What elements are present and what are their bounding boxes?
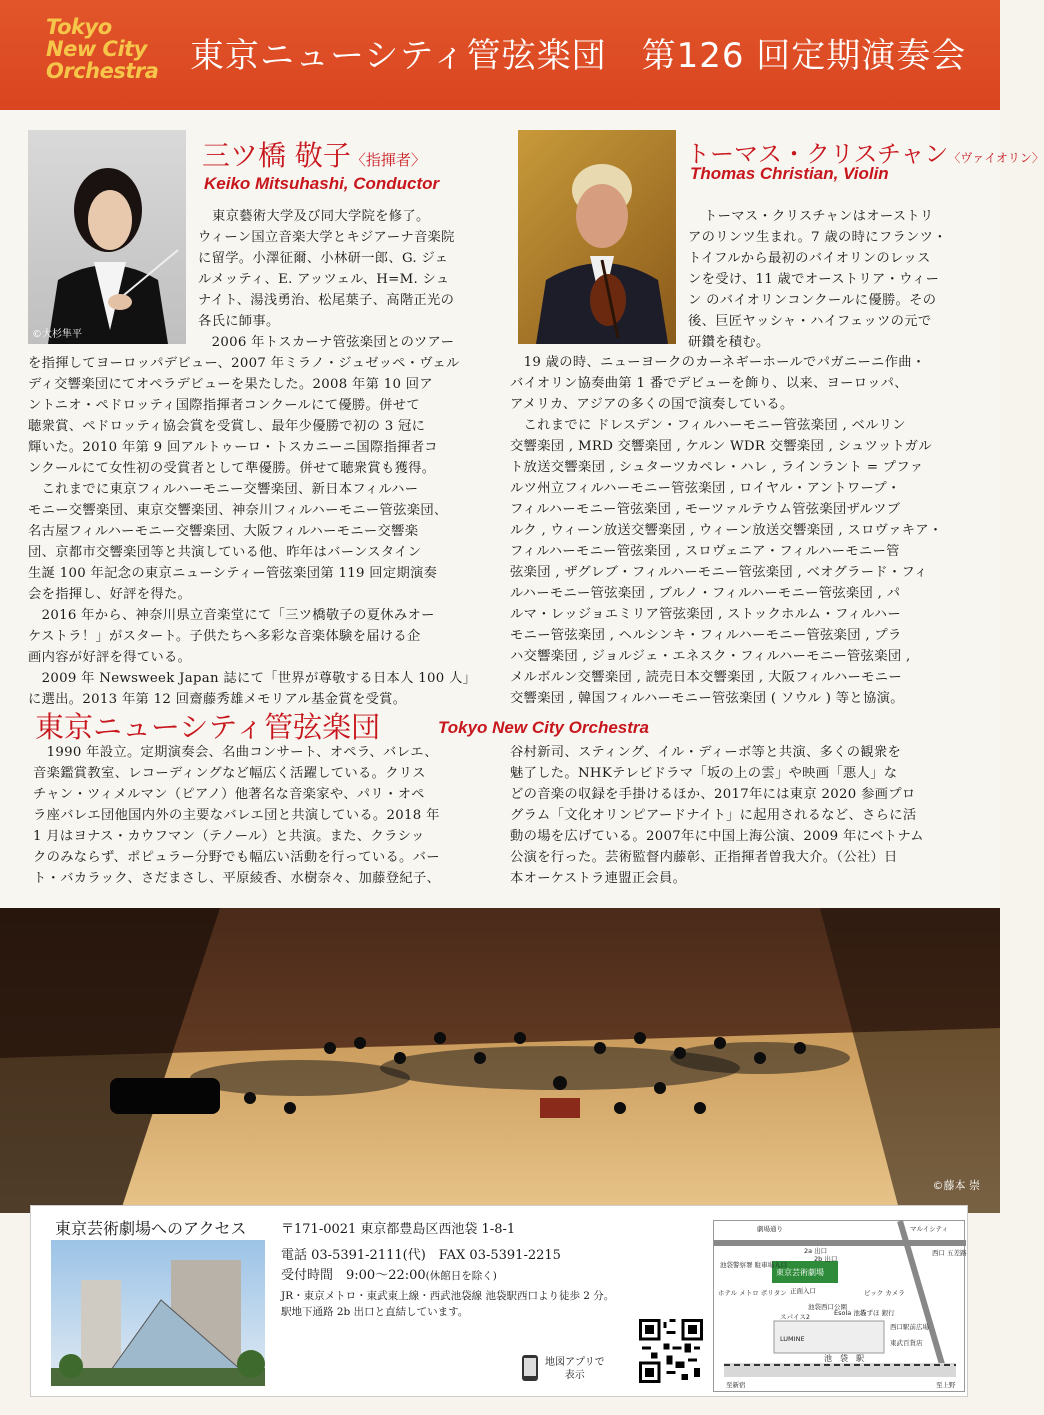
bio-line: 弦楽団 , ザグレブ・フィルハーモニー管弦楽団 , ベオグラード・フィ bbox=[510, 565, 928, 580]
bio-line: ト・バカラック、さだまさし、平原綾香、水樹奈々、加藤登紀子、 bbox=[33, 871, 441, 886]
map-label: 西口駅前広場 bbox=[890, 1323, 929, 1331]
directions-2: 駅地下通路 2b 出口と直結しています。 bbox=[281, 1306, 469, 1318]
logo-line-2: New City bbox=[46, 37, 147, 61]
orchestra-concert-photo bbox=[0, 908, 1000, 1213]
conductor-bio-top bbox=[198, 206, 494, 332]
smartphone-icon bbox=[521, 1354, 539, 1382]
concert-photo-credit: ©藤本 崇 bbox=[932, 1179, 980, 1192]
office-hours bbox=[281, 1264, 497, 1283]
address: 〒171-0021 東京都豊島区西池袋 1-8-1 bbox=[281, 1222, 516, 1237]
bio-line: 生誕 100 年記念の東京ニューシティー管弦楽団第 119 回定期演奏 bbox=[28, 566, 438, 581]
bio-line: ン のバイオリンコンクールに優勝。その bbox=[688, 293, 937, 308]
office-hours-note: (休館日を除く) bbox=[425, 1270, 497, 1282]
violinist-name-jp: トーマス・クリスチャン bbox=[686, 140, 949, 168]
map-label: 至上野 bbox=[936, 1381, 956, 1389]
page-title: 東京ニューシティ管弦楽団 第126 回定期演奏会 bbox=[190, 36, 967, 76]
orchestra-title-en: Tokyo New City Orchestra bbox=[438, 718, 649, 737]
map-label: マルイシティ bbox=[910, 1225, 949, 1233]
bio-line: モニー交響楽団、東京交響楽団、神奈川フィルハーモニー管弦楽団、 bbox=[28, 503, 448, 518]
conductor-name-jp: 三ツ橋 敬子 bbox=[202, 139, 351, 172]
orchestra-logo bbox=[46, 15, 159, 83]
bio-line: 2016 年から、神奈川県立音楽堂にて「三ツ橋敬子の夏休みオー bbox=[28, 608, 435, 623]
access-map[interactable] bbox=[713, 1220, 965, 1392]
phone-fax: 電話 03-5391-2111(代) FAX 03-5391-2215 bbox=[281, 1248, 561, 1263]
bio-line: 動の場を広げている。2007年に中国上海公演、2009 年にベトナム bbox=[510, 829, 924, 844]
map-app-label-2: 表示 bbox=[564, 1370, 585, 1381]
bio-line: ントニオ・ペドロッティ国際指揮者コンクールにて優勝。併せて bbox=[28, 398, 420, 413]
map-label: ホテル メトロ ポリタン bbox=[718, 1289, 787, 1297]
bio-line: 聴衆賞、ペドロッティ協会賞を受賞し、最年少優勝で初の 3 冠に bbox=[28, 419, 426, 434]
bio-line: ハ交響楽団 , ジョルジェ・エネスク・フィルハーモニー管弦楽団 , bbox=[510, 649, 911, 664]
bio-line: を指揮してヨーロッパデビュー、2007 年ミラノ・ジュゼッペ・ヴェル bbox=[28, 356, 460, 371]
conductor-photo bbox=[28, 130, 186, 344]
bio-line: グラム「文化オリンピアードナイト」に起用されるなど、さらに活 bbox=[510, 808, 917, 823]
map-label: 池 袋 駅 bbox=[824, 1354, 864, 1363]
conductor-name bbox=[202, 134, 426, 174]
bio-line: アのリンツ生まれ。7 歳の時にフランツ・ bbox=[688, 230, 947, 245]
conductor-photo-credit: ©大杉隼平 bbox=[32, 329, 82, 340]
bio-line: ケストラ！」がスタート。子供たちへ多彩な音楽体験を届ける企 bbox=[28, 629, 421, 644]
bio-line: 本オーケストラ連盟正会員。 bbox=[510, 871, 687, 886]
bio-line: ルマ・レッジョエミリア管弦楽団 , ストックホルム・フィルハー bbox=[510, 607, 901, 622]
violinist-bio-rest bbox=[510, 352, 970, 709]
bio-line: 1 月はヨナス・カウフマン（テノール）と共演。また、クラシッ bbox=[33, 829, 425, 844]
violinist-role: 〈ヴァイオリン〉 bbox=[948, 151, 1044, 165]
bio-line: 東京藝術大学及び同大学院を修了。 bbox=[212, 209, 430, 224]
bio-line: 交響楽団 , MRD 交響楽団 , ケルン WDR 交響楽団 , シュツットガル bbox=[510, 439, 932, 454]
map-label: ビック カメラ bbox=[864, 1289, 905, 1297]
map-label: 至新宿 bbox=[726, 1381, 746, 1389]
access-box bbox=[30, 1205, 968, 1397]
map-label: 2a 出口 bbox=[804, 1247, 828, 1255]
bio-line: 2006 年トスカーナ管弦楽団とのツアー bbox=[198, 335, 455, 350]
qr-code[interactable] bbox=[639, 1319, 703, 1383]
map-app-label bbox=[545, 1356, 605, 1382]
bio-line: フィルハーモニー管弦楽団 , モーツァルテウム管弦楽団ザルツブ bbox=[510, 502, 901, 517]
bio-line: 19 歳の時、ニューヨークのカーネギーホールでパガニーニ作曲・ bbox=[510, 355, 926, 370]
conductor-role: 〈指揮者〉 bbox=[350, 151, 426, 169]
conductor-bio-rest bbox=[28, 332, 498, 710]
bio-line: ディ交響楽団にてオペラデビューを果たした。2008 年第 10 回ア bbox=[28, 377, 433, 392]
bio-line: 魅了した。NHKテレビドラマ「坂の上の雲」や映画「悪人」な bbox=[510, 766, 898, 781]
orchestra-bio-col1 bbox=[33, 742, 493, 889]
map-label: 西口 五差路 bbox=[932, 1249, 967, 1257]
bio-line: 1990 年設立。定期演奏会、名曲コンサート、オペラ、バレエ、 bbox=[33, 745, 438, 760]
bio-line: ト放送交響楽団 , シュターツカペレ・ハレ , ラインラント = プファ bbox=[510, 460, 924, 475]
bio-line: ウィーン国立音楽大学とキジアーナ音楽院 bbox=[198, 230, 455, 245]
logo-line-3: Orchestra bbox=[46, 59, 159, 83]
bio-line: チャン・ツィメルマン（ピアノ）他著名な音楽家や、パリ・オペ bbox=[33, 787, 425, 802]
bio-line: クのみならず、ポピュラー分野でも幅広い活動を行っている。バー bbox=[33, 850, 440, 865]
map-label: 正面入口 bbox=[790, 1287, 816, 1295]
bio-line: 会を指揮し、好評を得た。 bbox=[28, 587, 192, 602]
bio-line: 谷村新司、スティング、イル・ディーボ等と共演、多くの観衆を bbox=[510, 745, 902, 760]
bio-line: ンを受け、11 歳でオーストリア・ウィー bbox=[688, 272, 940, 287]
bio-line: ルク , ウィーン放送交響楽団 , ウィーン放送交響楽団 , スロヴァキア・ bbox=[510, 523, 943, 538]
bio-line: モニー管弦楽団 , ヘルシンキ・フィルハーモニー管弦楽団 , プラ bbox=[510, 628, 902, 643]
bio-line: ルメッティ、E. アッツェル、H=M. シュ bbox=[198, 272, 450, 287]
bio-line: 研鑽を積む。 bbox=[688, 335, 770, 350]
bio-line: 輝いた。2010 年第 9 回アルトゥーロ・トスカニーニ国際指揮者コ bbox=[28, 440, 438, 455]
directions-1: JR・東京メトロ・東武東上線・西武池袋線 池袋駅西口より徒歩 2 分。 bbox=[281, 1290, 615, 1302]
bio-line: ルツ州立フィルハーモニー管弦楽団 , ロイヤル・アントワープ・ bbox=[510, 481, 901, 496]
violinist-photo bbox=[518, 130, 676, 344]
bio-line: ルハーモニー管弦楽団 , ブルノ・フィルハーモニー管弦楽団 , パ bbox=[510, 586, 901, 601]
map-label: スパイス2 bbox=[780, 1313, 811, 1321]
bio-line: 各氏に師事。 bbox=[198, 314, 280, 329]
bio-line: 2009 年 Newsweek Japan 誌にて「世界が尊敬する日本人 100 人」 bbox=[28, 671, 477, 686]
bio-line: ラ座バレエ団他国内外の主要なバレエ団と共演している。2018 年 bbox=[33, 808, 440, 823]
bio-line: トーマス・クリスチャンはオーストリ bbox=[704, 209, 934, 224]
theater-photo bbox=[51, 1240, 265, 1386]
bio-line: に留学。小澤征爾、小林研一郎、G. ジェ bbox=[198, 251, 449, 266]
bio-line: これまでに ドレスデン・フィルハーモニー管弦楽団 , ベルリン bbox=[510, 418, 906, 433]
bio-line: 交響楽団 , 韓国フィルハーモニー管弦楽団 ( ソウル ) 等と協演。 bbox=[510, 691, 904, 706]
map-label: LUMINE bbox=[780, 1335, 805, 1343]
map-label: 東武百貨店 bbox=[890, 1339, 923, 1347]
bio-line: 後、巨匠ヤッシャ・ハイフェッツの元で bbox=[688, 314, 932, 329]
bio-line: 名古屋フィルハーモニー交響楽団、大阪フィルハーモニー交響楽 bbox=[28, 524, 419, 539]
map-label: みずほ 銀行 bbox=[860, 1309, 895, 1317]
map-label: 池袋警察署 駐車場入口 bbox=[720, 1261, 788, 1269]
logo-line-1: Tokyo bbox=[46, 15, 112, 39]
bio-line: フィルハーモニー管弦楽団 , スロヴェニア・フィルハーモニー管 bbox=[510, 544, 900, 559]
header-banner bbox=[0, 0, 1000, 110]
bio-line: 公演を行った。芸術監督内藤彰、正指揮者曽我大介。（公社）日 bbox=[510, 850, 898, 865]
bio-line: 音楽鑑賞教室、レコーディングなど幅広く活躍している。クリス bbox=[33, 766, 426, 781]
bio-line: 団、京都市交響楽団等と共演している他、昨年はバーンスタイン bbox=[28, 545, 422, 560]
map-label: 劇場通り bbox=[757, 1225, 783, 1233]
bio-line: どの音楽の収録を手掛けるほか、2017年には東京 2020 参画プロ bbox=[510, 787, 916, 802]
violinist-bio-top bbox=[688, 206, 978, 353]
access-title: 東京芸術劇場へのアクセス bbox=[55, 1219, 247, 1238]
bio-line: 画内容が好評を得ている。 bbox=[28, 650, 192, 665]
bio-line: に選出。2013 年第 12 回齋藤秀雄メモリアル基金賞を受賞。 bbox=[28, 692, 407, 707]
orchestra-title: 東京ニューシティ管弦楽団 bbox=[35, 710, 381, 744]
map-label: Esola 池袋 bbox=[834, 1309, 867, 1317]
bio-line: トイフルから最初のバイオリンのレッス bbox=[688, 251, 931, 266]
bio-line: ンクールにて女性初の受賞者として準優勝。併せて聴衆賞も獲得。 bbox=[28, 461, 436, 476]
bio-line: メルボルン交響楽団 , 読売日本交響楽団 , 大阪フィルハーモニー bbox=[510, 670, 902, 685]
map-label: 池袋西口公園 bbox=[808, 1303, 847, 1311]
map-label: 2b 出口 bbox=[814, 1255, 838, 1263]
bio-line: ナイト、湯浅勇治、松尾葉子、高階正光の bbox=[198, 293, 455, 308]
orchestra-bio-col2 bbox=[510, 742, 970, 889]
office-hours-text: 受付時間 9:00～22:00 bbox=[281, 1268, 426, 1283]
bio-line: これまでに東京フィルハーモニー交響楽団、新日本フィルハー bbox=[28, 482, 419, 497]
violinist-name-en: Thomas Christian, Violin bbox=[690, 164, 889, 183]
map-label: 東京芸術劇場 bbox=[776, 1268, 824, 1277]
conductor-name-en: Keiko Mitsuhashi, Conductor bbox=[204, 174, 440, 193]
bio-line: アメリカ、アジアの多くの国で演奏している。 bbox=[510, 397, 794, 412]
map-app-label-1: 地図アプリで bbox=[545, 1357, 605, 1368]
bio-line: バイオリン協奏曲第 1 番でデビューを飾り、以来、ヨーロッパ、 bbox=[510, 376, 908, 391]
